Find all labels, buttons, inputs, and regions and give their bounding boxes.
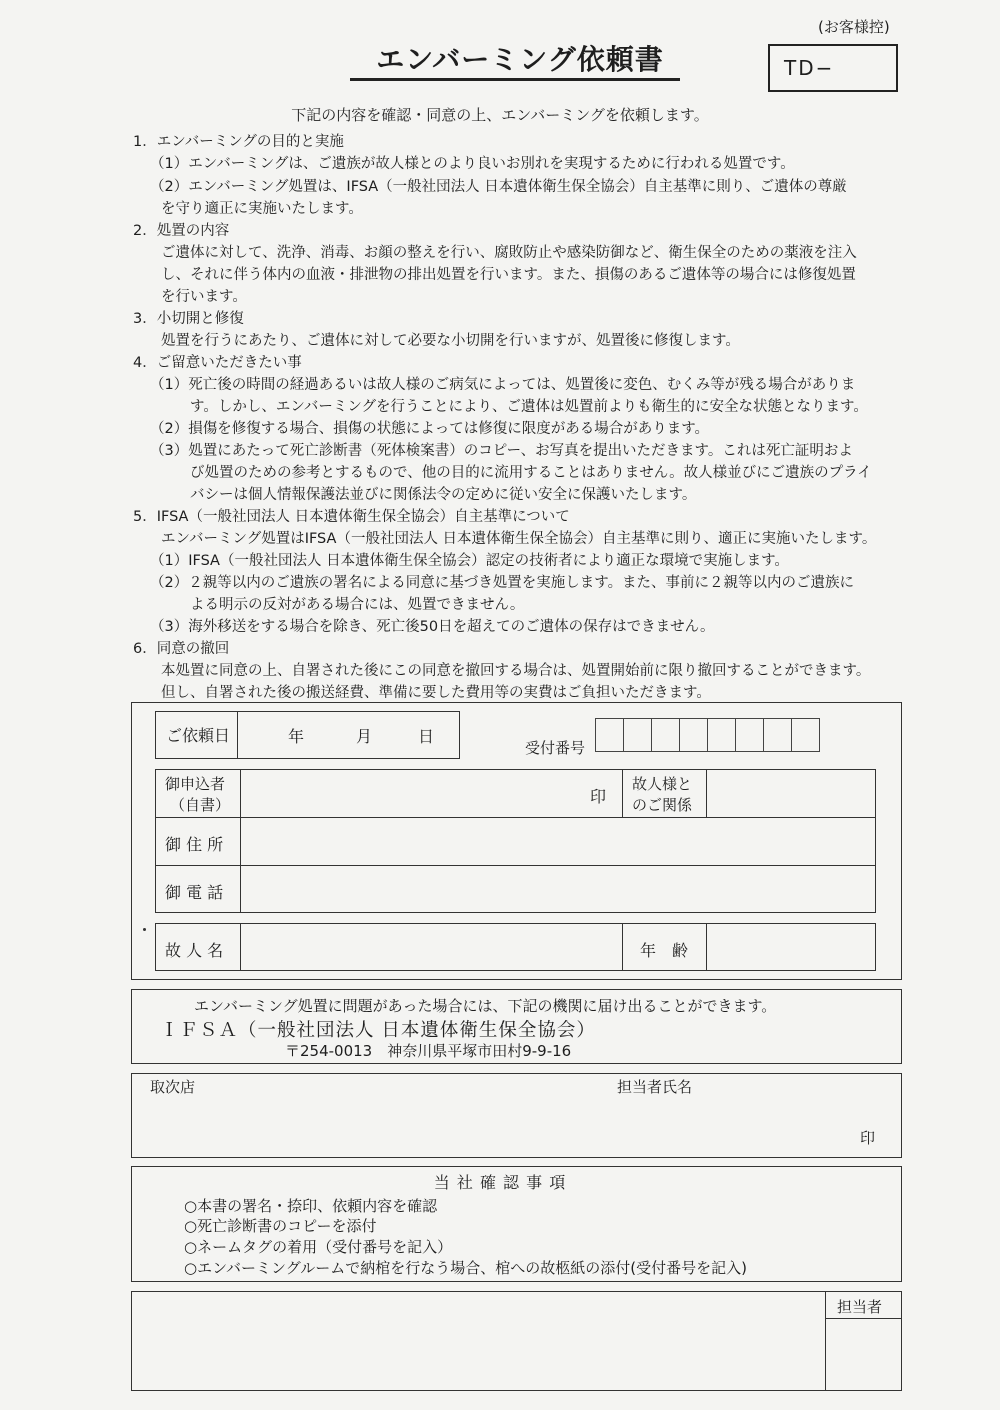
confirmation-item[interactable]: ○ネームタグの着用（受付番号を記入） <box>184 1238 453 1256</box>
age-divider <box>622 923 623 971</box>
applicant-seal-mark: 印 <box>590 787 607 806</box>
term-line: す。しかし、エンバーミングを行うことにより、ご遺体は処置前よりも衛生的に安全な状態となります。 <box>190 399 868 415</box>
applicant-sublabel: （自書） <box>170 796 231 814</box>
bottom-staff-label: 担当者 <box>837 1298 883 1316</box>
age-label: 年 齢 <box>640 941 689 960</box>
term-line: ご遺体に対して、洗浄、消毒、お顔の整えを行い、腐敗防止や感染防御など、衛生保全のための薬液を注入 <box>161 245 857 261</box>
relation-sublabel: のご関係 <box>632 796 693 814</box>
notes-field[interactable] <box>134 1294 822 1388</box>
term-line: し、それに伴う体内の血液・排泄物の排出処置を行います。また、損傷のあるご遺体等の場合には修復処置 <box>161 267 856 283</box>
term-line: （3）海外移送をする場合を除き、死亡後50日を超えてのご遺体の保存はできません。 <box>150 619 715 635</box>
term-line: よる明示の反対がある場合には、処置できません。 <box>190 597 525 613</box>
relation-divider <box>706 769 707 817</box>
month-label: 月 <box>356 727 373 746</box>
age-divider <box>706 923 707 971</box>
request-date-label: ご依頼日 <box>156 712 238 758</box>
row-divider <box>155 817 876 818</box>
term-line: 6．同意の撤回 <box>133 641 230 657</box>
term-line: バシーは個人情報保護法並びに関係法令の定めに従い安全に保護いたします。 <box>190 487 697 503</box>
term-line: （1）エンバーミングは、ご遺族が故人様とのより良いお別れを実現するために行われる処置です。 <box>150 156 795 172</box>
receipt-number-cells[interactable] <box>596 718 820 752</box>
term-line: 2．処置の内容 <box>133 223 230 239</box>
phone-label: 御 電 話 <box>165 883 224 902</box>
year-label: 年 <box>288 727 305 746</box>
confirmation-item[interactable]: ○死亡診断書のコピーを添付 <box>184 1217 377 1235</box>
receipt-number-label: 受付番号 <box>525 739 586 757</box>
ifsa-notice: エンバーミング処置に問題があった場合には、下記の機関に届け出ることができます。 <box>194 997 777 1015</box>
term-line: 4．ご留意いただきたい事 <box>133 355 302 371</box>
agency-store-field[interactable] <box>150 1096 590 1154</box>
agency-staff-label: 担当者氏名 <box>617 1078 693 1096</box>
confirmation-item[interactable]: ○エンバーミングルームで納棺を行なう場合、棺への故柩紙の添付(受付番号を記入) <box>184 1259 747 1277</box>
address-label: 御 住 所 <box>165 835 224 854</box>
relation-label: 故人様と <box>632 775 693 793</box>
document-title: エンバーミング依頼書 <box>376 43 664 76</box>
term-line: 本処置に同意の上、自署された後にこの同意を撤回する場合は、処置開始前に限り撤回することができます。 <box>161 663 871 679</box>
copy-label: (お客様控) <box>818 18 890 36</box>
term-line: （1）死亡後の時間の経過あるいは故人様のご病気によっては、処置後に変色、むくみ等が残る場合がありま <box>150 377 856 393</box>
agency-staff-field[interactable] <box>617 1096 847 1154</box>
row-divider <box>155 865 876 866</box>
term-line: び処置のための参考とするもので、他の目的に流用することはありません。故人様並びにご遺族のプライ <box>190 465 872 481</box>
td-number-box[interactable]: TD− <box>768 44 898 92</box>
intro-text: 下記の内容を確認・同意の上、エンバーミングを依頼します。 <box>291 106 709 124</box>
request-date-box <box>155 711 460 759</box>
deceased-name-field[interactable] <box>242 925 620 969</box>
address-field[interactable] <box>242 819 874 863</box>
relation-field[interactable] <box>708 771 874 815</box>
ifsa-address: 〒254-0013 神奈川県平塚市田村9-9-16 <box>285 1042 572 1060</box>
agency-store-label: 取次店 <box>150 1078 196 1096</box>
phone-field[interactable] <box>242 867 874 911</box>
term-line: （3）処置にあたって死亡診断書（死体検案書）のコピー、お写真を提出いただきます。これは死亡証明およ <box>150 443 853 459</box>
term-line: を守り適正に実施いたします。 <box>161 201 363 217</box>
term-line: 5．IFSA（一般社団法人 日本遺体衛生保全協会）自主基準について <box>133 509 570 525</box>
age-field[interactable] <box>708 925 874 969</box>
term-line: （1）IFSA（一般社団法人 日本遺体衛生保全協会）認定の技術者により適正な環境で実施します。 <box>150 553 789 569</box>
deceased-label: 故 人 名 <box>165 941 224 960</box>
term-line: （2）損傷を修復する場合、損傷の状態によっては修復に限度がある場合があります。 <box>150 421 710 437</box>
day-label: 日 <box>418 727 435 746</box>
term-line: 処置を行うにあたり、ご遺体に対して必要な小切開を行いますが、処置後に修復します。 <box>161 333 740 349</box>
applicant-name-field[interactable] <box>242 771 620 815</box>
staff-divider <box>825 1291 826 1391</box>
term-line: エンバーミング処置はIFSA（一般社団法人 日本遺体衛生保全協会）自主基準に則り、適正に実施いたします。 <box>161 531 877 547</box>
confirmation-title: 当 社 確 認 事 項 <box>433 1173 567 1192</box>
request-date-field[interactable] <box>238 712 459 758</box>
label-divider <box>240 769 241 913</box>
term-line: （2）エンバーミング処置は、IFSA（一般社団法人 日本遺体衛生保全協会）自主基準に則り、ご遺体の尊厳 <box>150 179 847 195</box>
confirmation-item[interactable]: ○本書の署名・捺印、依頼内容を確認 <box>184 1197 438 1215</box>
term-line: を行います。 <box>161 289 247 305</box>
scan-dot <box>143 928 146 931</box>
title-underline <box>350 78 680 81</box>
ifsa-name: ＩＦＳＡ（一般社団法人 日本遺体衛生保全協会） <box>160 1020 596 1041</box>
term-line: 但し、自署された後の搬送経費、準備に要した費用等の実費はご負担いただきます。 <box>161 685 711 701</box>
bottom-staff-seal-field[interactable] <box>828 1321 900 1388</box>
relation-divider <box>622 769 623 817</box>
term-line: （2）２親等以内のご遺族の署名による同意に基づき処置を実施します。また、事前に２親等以内のご遺族に <box>150 575 855 591</box>
staff-divider <box>825 1318 902 1319</box>
label-divider <box>240 923 241 971</box>
agency-seal-mark: 印 <box>860 1129 876 1147</box>
applicant-label: 御申込者 <box>165 775 226 793</box>
term-line: 3．小切開と修復 <box>133 311 244 327</box>
term-line: 1．エンバーミングの目的と実施 <box>133 134 344 150</box>
